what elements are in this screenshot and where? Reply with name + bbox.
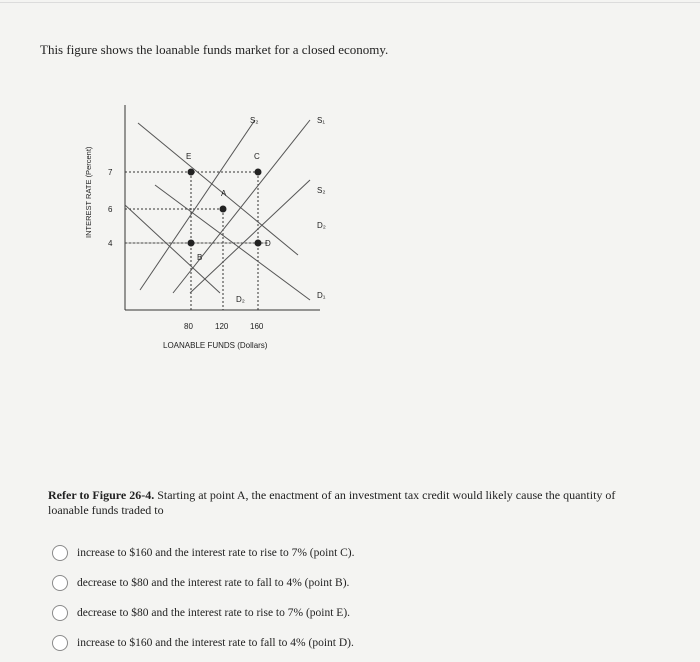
answer-options: [52, 538, 355, 658]
answer-option-2[interactable]: [52, 568, 355, 598]
point-d-label: D: [265, 239, 271, 248]
point-d: [255, 240, 262, 247]
answer-option-1[interactable]: [52, 538, 355, 568]
answer-option-4[interactable]: [52, 628, 355, 658]
point-c: [255, 169, 262, 176]
top-divider: [0, 2, 700, 3]
radio-button[interactable]: [52, 545, 68, 561]
x-tick-120: 120: [215, 322, 229, 331]
s2-label: S₂: [250, 116, 259, 125]
y-tick-4: 4: [108, 239, 113, 248]
answer-option-label: increase to $160 and the interest rate to fall to 4% (point D).: [77, 637, 354, 649]
x-tick-80: 80: [184, 322, 193, 331]
intro-text: This figure shows the loanable funds market for a closed economy.: [40, 42, 389, 57]
answer-option-3[interactable]: [52, 598, 355, 628]
demand-curve-d2b: [125, 205, 220, 293]
radio-button[interactable]: [52, 605, 68, 621]
s1-label: S₁: [317, 116, 326, 125]
x-tick-160: 160: [250, 322, 264, 331]
point-e: [188, 169, 195, 176]
answer-option-label: decrease to $80 and the interest rate to fall to 4% (point B).: [77, 577, 350, 589]
question-body: Starting at point A, the enactment of an investment tax credit would likely cause the quantity of loanable funds traded to: [48, 488, 616, 517]
y-axis-title: INTEREST RATE (Percent): [84, 146, 93, 238]
s2-right-label: S₂: [317, 186, 326, 195]
radio-button[interactable]: [52, 575, 68, 591]
radio-button[interactable]: [52, 635, 68, 651]
d2-label: D₂: [317, 221, 326, 230]
question-text: [48, 488, 648, 518]
y-tick-6: 6: [108, 205, 113, 214]
loanable-funds-figure: [70, 95, 370, 370]
x-axis-title: LOANABLE FUNDS (Dollars): [163, 341, 268, 350]
point-b-label: B: [197, 253, 203, 262]
point-c-label: C: [254, 152, 260, 161]
point-a: [220, 206, 227, 213]
demand-curve-d2: [138, 123, 298, 255]
point-e-label: E: [186, 152, 192, 161]
supply-curve-s2b: [190, 180, 310, 293]
supply-curve-s1: [173, 120, 310, 293]
point-b: [188, 240, 195, 247]
y-tick-7: 7: [108, 168, 113, 177]
answer-option-label: increase to $160 and the interest rate to rise to 7% (point C).: [77, 547, 355, 559]
figure-reference: Refer to Figure 26-4.: [48, 488, 155, 502]
point-a-label: A: [221, 189, 227, 198]
d2-bottom-label: D₂: [236, 295, 245, 304]
d1-label: D₁: [317, 291, 326, 300]
answer-option-label: decrease to $80 and the interest rate to rise to 7% (point E).: [77, 607, 351, 619]
